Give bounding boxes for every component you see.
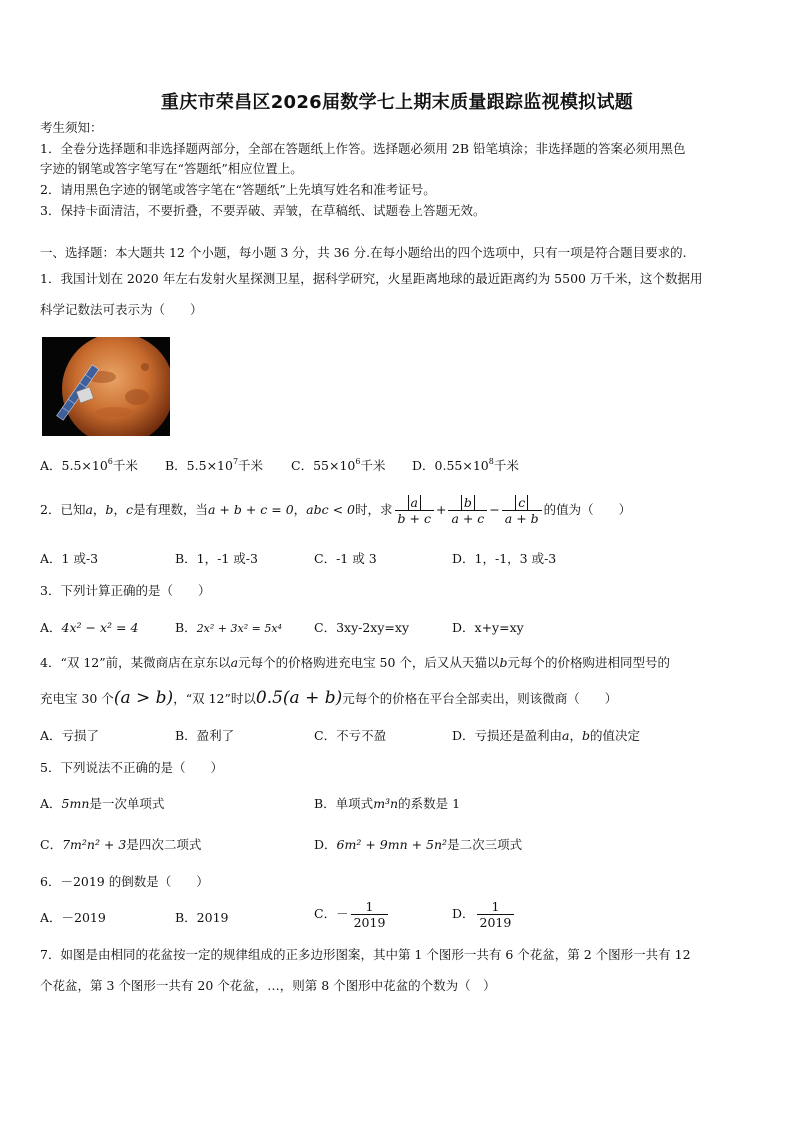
q6-option-c-label: C． (314, 906, 337, 921)
q4-option-d-var-a: a (562, 728, 570, 743)
q1-option-b-exp: 7 (232, 457, 239, 466)
q2-fraction-1-num: a (408, 495, 421, 510)
q4-option-d-sep: ， (569, 728, 582, 743)
q4-option-b[interactable]: B．盈利了 (175, 728, 235, 743)
q2-option-a[interactable]: A．1 或-3 (40, 551, 99, 566)
q6-option-a[interactable]: A．－2019 (40, 910, 106, 925)
q6-option-d-label: D． (452, 906, 475, 921)
notice-item-2: 2．请用黑色字迹的钢笔或答字笔在“答题纸”上先填写姓名和准考证号。 (40, 182, 436, 197)
q3-option-a-label: A． (40, 620, 62, 635)
q2-fraction-3-den: a + b (504, 511, 539, 526)
q2-fraction-3-num: c (515, 495, 528, 510)
q1-option-b-unit: 千米 (238, 458, 264, 473)
q4-option-d[interactable] (452, 728, 640, 744)
q1-option-d-exp: 8 (488, 457, 494, 466)
q2-op-2: − (489, 502, 500, 517)
q1-stem-line2: 科学记数法可表示为（ ） (40, 302, 203, 317)
q6-option-c-den: 2019 (353, 915, 386, 930)
q4-option-d-text-1: D．亏损还是盈利由 (452, 728, 563, 743)
q1-option-c-exp: 6 (355, 457, 361, 466)
q4-stem-line1 (40, 655, 670, 671)
q1-option-c[interactable] (291, 458, 385, 474)
q2-text-4: 的值为（ ） (543, 502, 632, 517)
q4-option-d-text-2: 的值决定 (590, 728, 641, 743)
q5-option-b-label: B．单项式 (314, 796, 374, 811)
q2-fraction-1 (395, 495, 434, 526)
q5-option-a-label: A． (40, 796, 62, 811)
q7-stem-line2: 个花盆，第 3 个图形一共有 20 个花盆，…，则第 8 个图形中花盆的个数为（ ） (40, 978, 496, 993)
section-heading: 一、选择题：本大题共 12 个小题，每小题 3 分，共 36 分.在每小题给出的四个选项中，只有一项是符合题目要求的. (40, 245, 687, 260)
q5-option-c-math: 7m²n² + 3 (62, 837, 127, 852)
q7-stem-line1: 7．如图是由相同的花盆按一定的规律组成的正多边形图案，其中第 1 个图形一共有 6 个花盆，第 2 个图形一共有 12 (40, 947, 691, 962)
q4-var-a: a (230, 655, 239, 670)
q2-fraction-1-den: b + c (397, 511, 431, 526)
mars-probe-photo (42, 337, 170, 436)
notice-heading: 考生须知： (40, 120, 103, 135)
q1-option-a-base: A．5.5×10 (40, 458, 108, 473)
q1-option-c-unit: 千米 (360, 458, 386, 473)
q2-fraction-2-num: b (461, 495, 475, 510)
q6-option-d-fraction (477, 899, 515, 930)
q5-option-c-text: 是四次二项式 (126, 837, 202, 852)
q4-text-4: 充电宝 30 个 (40, 691, 114, 706)
q1-option-d[interactable] (412, 458, 519, 474)
q2-option-b[interactable]: B．1，-1 或-3 (175, 551, 258, 566)
q6-option-c[interactable] (314, 899, 390, 930)
q2-sep-3: ， (293, 502, 307, 517)
page-title: 重庆市荣昌区2026届数学七上期末质量跟踪监视模拟试题 (160, 92, 634, 113)
q5-option-d-label: D． (314, 837, 337, 852)
q6-option-d[interactable] (452, 899, 516, 930)
q3-option-b-math: 2x² + 3x² = 5x⁴ (196, 622, 282, 635)
q2-fraction-2-den: a + c (451, 511, 485, 526)
q3-option-c[interactable]: C．3xy-2xy=xy (314, 620, 410, 635)
q1-option-a[interactable] (40, 458, 138, 474)
q6-option-c-fraction (351, 899, 389, 930)
q2-option-d[interactable]: D．1，-1，3 或-3 (452, 551, 557, 566)
notice-item-3: 3．保持卡面清洁，不要折叠，不要弄破、弄皱，在草稿纸、试题卷上答题无效。 (40, 203, 486, 218)
q6-option-b[interactable]: B．2019 (175, 910, 229, 925)
q6-option-d-num: 1 (477, 899, 515, 915)
q2-option-c[interactable]: C．-1 或 3 (314, 551, 377, 566)
q5-option-b-math: m³n (373, 796, 399, 811)
q4-text-5: ，“双 12”时以 (173, 691, 256, 706)
q2-var-a: a (85, 502, 93, 517)
q5-option-a-text: 是一次单项式 (89, 796, 165, 811)
q5-option-d-math: 6m² + 9mn + 5n² (336, 837, 448, 852)
q4-text-1: 4．“双 12”前，某微商店在京东以 (40, 655, 231, 670)
q2-text-2: 是有理数，当 (132, 502, 208, 517)
q2-condition-product: abc < 0 (306, 502, 355, 517)
q3-option-b[interactable] (175, 620, 282, 637)
q2-var-b: b (105, 502, 114, 517)
q2-sep-1: ， (92, 502, 106, 517)
notice-item-1b: 字迹的钢笔或答字笔写在“答题纸”相应位置上。 (40, 161, 303, 176)
q4-option-c[interactable]: C．不亏不盈 (314, 728, 387, 743)
q1-option-d-base: D．0.55×10 (412, 458, 489, 473)
q4-option-d-var-b: b (582, 728, 591, 743)
q5-option-c[interactable] (40, 837, 201, 853)
q5-option-d[interactable] (314, 837, 522, 853)
q1-stem-line1: 1．我国计划在 2020 年左右发射火星探测卫星，据科学研究，火星距离地球的最近距离约为 5500 万千米，这个数据用 (40, 271, 703, 286)
q3-option-a[interactable] (40, 620, 138, 636)
q4-stem-line2 (40, 690, 617, 707)
q4-text-3: 元每个的价格购进相同型号的 (507, 655, 670, 670)
q5-stem: 5．下列说法不正确的是（ ） (40, 760, 223, 775)
q6-stem: 6．－2019 的倒数是（ ） (40, 874, 209, 889)
q4-option-a[interactable]: A．亏损了 (40, 728, 100, 743)
q4-condition: (a > b) (113, 688, 174, 708)
q5-option-c-label: C． (40, 837, 63, 852)
q4-price-expression: 0.5(a + b) (255, 688, 343, 708)
q2-fraction-3 (502, 495, 542, 526)
q2-fraction-2 (448, 495, 487, 526)
notice-item-1a: 1．全卷分选择题和非选择题两部分，全部在答题纸上作答。选择题必须用 2B 铅笔填涂；非选择题的答案必须用黑色 (40, 141, 686, 156)
q1-option-d-unit: 千米 (493, 458, 519, 473)
q2-stem (40, 495, 631, 526)
q2-condition-sum: a + b + c = 0 (207, 502, 294, 517)
q6-option-d-den: 2019 (479, 915, 512, 930)
q1-option-b[interactable] (165, 458, 263, 474)
q2-sep-2: ， (113, 502, 126, 517)
q1-option-a-exp: 6 (107, 457, 113, 466)
q2-text-3: 时，求 (355, 502, 393, 517)
q1-option-a-unit: 千米 (112, 458, 138, 473)
q3-option-d[interactable]: D．x+y=xy (452, 620, 524, 635)
q5-option-a-math: 5mn (61, 796, 90, 811)
q6-option-c-sign: － (336, 906, 349, 921)
q1-option-c-base: C．55×10 (291, 458, 356, 473)
q5-option-a[interactable] (40, 796, 164, 812)
q2-op-1: + (435, 502, 447, 517)
q3-stem: 3．下列计算正确的是（ ） (40, 583, 211, 598)
q4-var-b: b (499, 655, 508, 670)
q1-option-b-base: B．5.5×10 (165, 458, 233, 473)
q5-option-b-text: 的系数是 1 (398, 796, 461, 811)
q3-option-a-math: 4x² − x² = 4 (61, 620, 139, 635)
q5-option-b[interactable] (314, 796, 460, 812)
q3-option-b-label: B． (175, 620, 197, 635)
q5-option-d-text: 是二次三项式 (447, 837, 523, 852)
q2-text-1: 2．已知 (40, 502, 86, 517)
q2-var-c: c (125, 502, 133, 517)
q6-option-c-num: 1 (351, 899, 389, 915)
q4-text-2: 元每个的价格购进充电宝 50 个，后又从天猫以 (238, 655, 500, 670)
q4-text-6: 元每个的价格在平台全部卖出，则该微商（ ） (342, 691, 618, 706)
